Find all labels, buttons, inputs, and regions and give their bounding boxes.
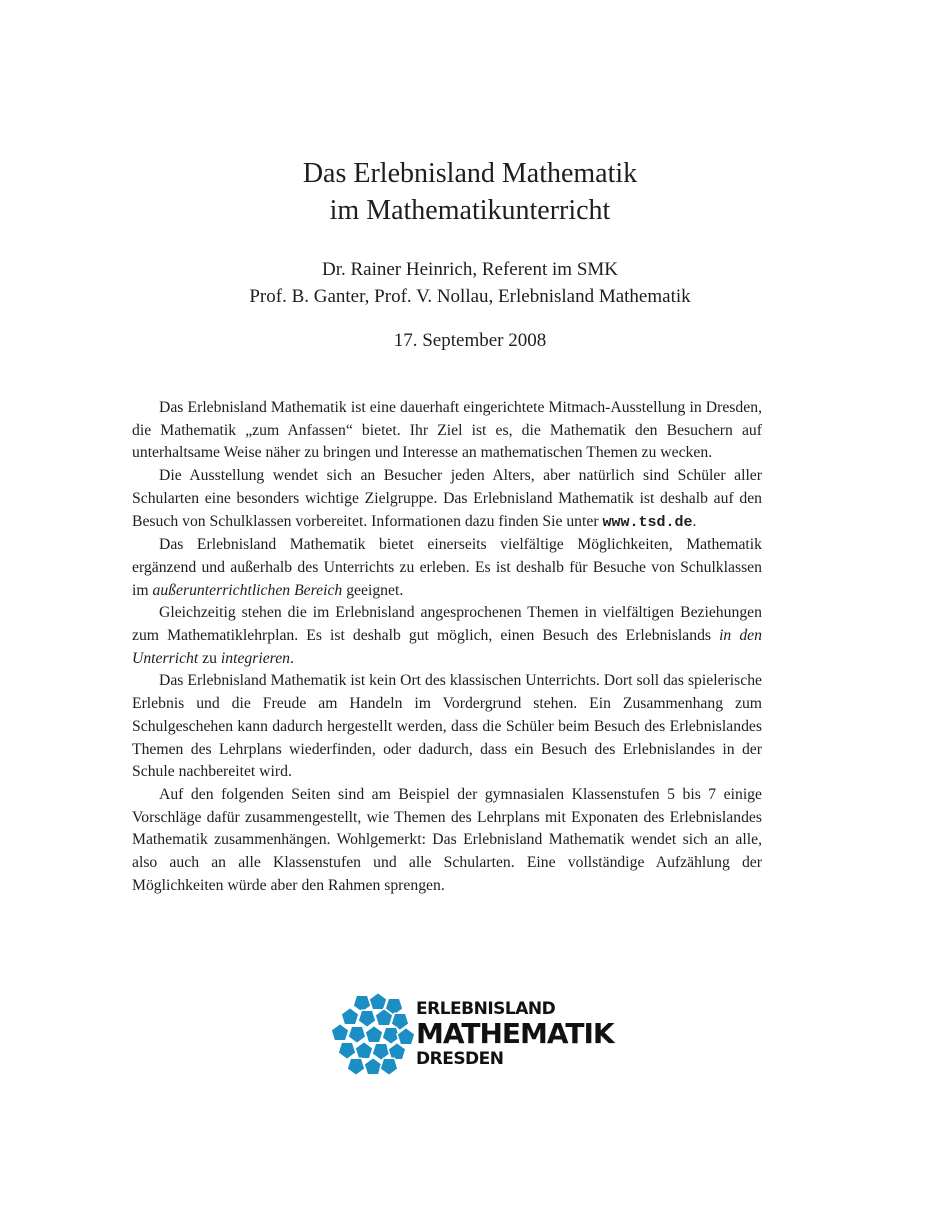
paragraph-4: [132, 602, 762, 670]
logo-pentagon-tile: [358, 1010, 376, 1027]
paragraph-5: Das Erlebnisland Mathematik ist kein Ort des klassischen Unterrichts. Dort soll das spielerische Erlebnis und die Freude am Handeln im Vordergrund stehen. Ein Zusammenhang zum Schulgeschehen kann dadurch hergestellt werden, dass die Schüler beim Besuch des Erlebnislandes Themen des Lehrplans wiederfinden, oder dadurch, dass ein Besuch des Erlebnislandes in der Schule nachbereitet wird.: [132, 672, 762, 781]
paragraph-3: [132, 534, 762, 602]
paragraph-4-text: Gleichzeitig stehen die im Erlebnisland angesprochenen Themen in vielfältigen Beziehungen zum Mathematiklehrplan. Es ist deshalb gut möglich, einen Besuch des Erlebnislands: [132, 604, 762, 645]
paragraph-6: Auf den folgenden Seiten sind am Beispiel der gymnasialen Klassenstufen 5 bis 7 einige Vorschläge dafür zusammengestellt, wie Themen des Lehrplans mit Exponaten des Erlebnislandes Mathematik zusammenhängen. Wohlgemerkt: Das Erlebnisland Mathematik wendet sich an alle, also auch an alle Klassenstufen und alle Schularten. Eine vollständige Aufzählung der Möglichkeiten würde aber den Rahmen sprengen.: [132, 785, 762, 894]
paragraph-4-emphasis-2: integrieren: [220, 649, 291, 667]
author-line-2: Prof. B. Ganter, Prof. V. Nollau, Erlebnisland Mathematik: [249, 286, 691, 307]
paragraph-3-end: geeignet.: [342, 581, 404, 599]
logo-pentagon-tile: [347, 1058, 365, 1075]
title-line-1: Das Erlebnisland Mathematik: [302, 158, 638, 189]
paragraph-4-mid: zu: [198, 649, 221, 667]
logo-pentagon-tile: [365, 1026, 383, 1043]
pentagon-tiling-icon: [332, 993, 416, 1079]
title-line-2: im Mathematikunterricht: [329, 195, 611, 226]
logo-pentagon-tile: [341, 1008, 359, 1025]
paragraph-4-end: .: [290, 649, 294, 667]
document-title: [0, 155, 940, 229]
logo-pentagon-tile: [348, 1026, 366, 1043]
logo-pentagon-tile: [369, 993, 387, 1010]
logo-pentagon-tile: [332, 1024, 349, 1041]
paragraph-3-text: Das Erlebnisland Mathematik bietet einerseits vielfältige Möglichkeiten, Mathematik ergänzend und außerhalb des Unterrichts zu erleben. Es ist deshalb für Besuche von Schulklassen im: [132, 536, 762, 599]
paragraph-2-text: Die Ausstellung wendet sich an Besucher jeden Alters, aber natürlich sind Schüler aller Schularten eine besonders wichtige Zielgruppe. Das Erlebnisland Mathematik ist deshalb auf den Besuch von Schulklassen vorbereitet. Informationen dazu finden Sie unter: [132, 467, 762, 530]
document-date: 17. September 2008: [393, 330, 547, 351]
logo-line-1: ERLEBNISLAND: [416, 999, 556, 1019]
paragraph-2: [132, 465, 762, 534]
paragraph-1: Das Erlebnisland Mathematik ist eine dauerhaft eingerichtete Mitmach-Ausstellung in Dresden, die Mathematik „zum Anfassen“ bietet. Ihr Ziel ist es, die Mathematik den Besuchern auf unterhaltsame Weise näher zu bringen und Interesse an mathematischen Themen zu wecken.: [132, 399, 762, 462]
author-block: [0, 256, 940, 310]
logo-line-3: DRESDEN: [416, 1049, 504, 1069]
body-text: [132, 397, 762, 897]
erlebnisland-logo: [332, 993, 642, 1079]
logo-wordmark: [416, 999, 614, 1069]
logo-line-2: MATHEMATIK: [416, 1017, 614, 1050]
paragraph-2-end: .: [692, 512, 697, 530]
logo-pentagon-tile: [355, 1042, 373, 1059]
author-line-1: Dr. Rainer Heinrich, Referent im SMK: [321, 259, 618, 280]
website-link[interactable]: www.tsd.de: [602, 513, 693, 531]
paragraph-3-emphasis: außerunterrichtlichen Bereich: [152, 581, 343, 599]
paragraph-4-emphasis-1: in den Unterricht: [132, 627, 762, 667]
logo-pentagon-tile: [338, 1042, 356, 1059]
logo-pentagon-tile: [380, 1058, 398, 1075]
